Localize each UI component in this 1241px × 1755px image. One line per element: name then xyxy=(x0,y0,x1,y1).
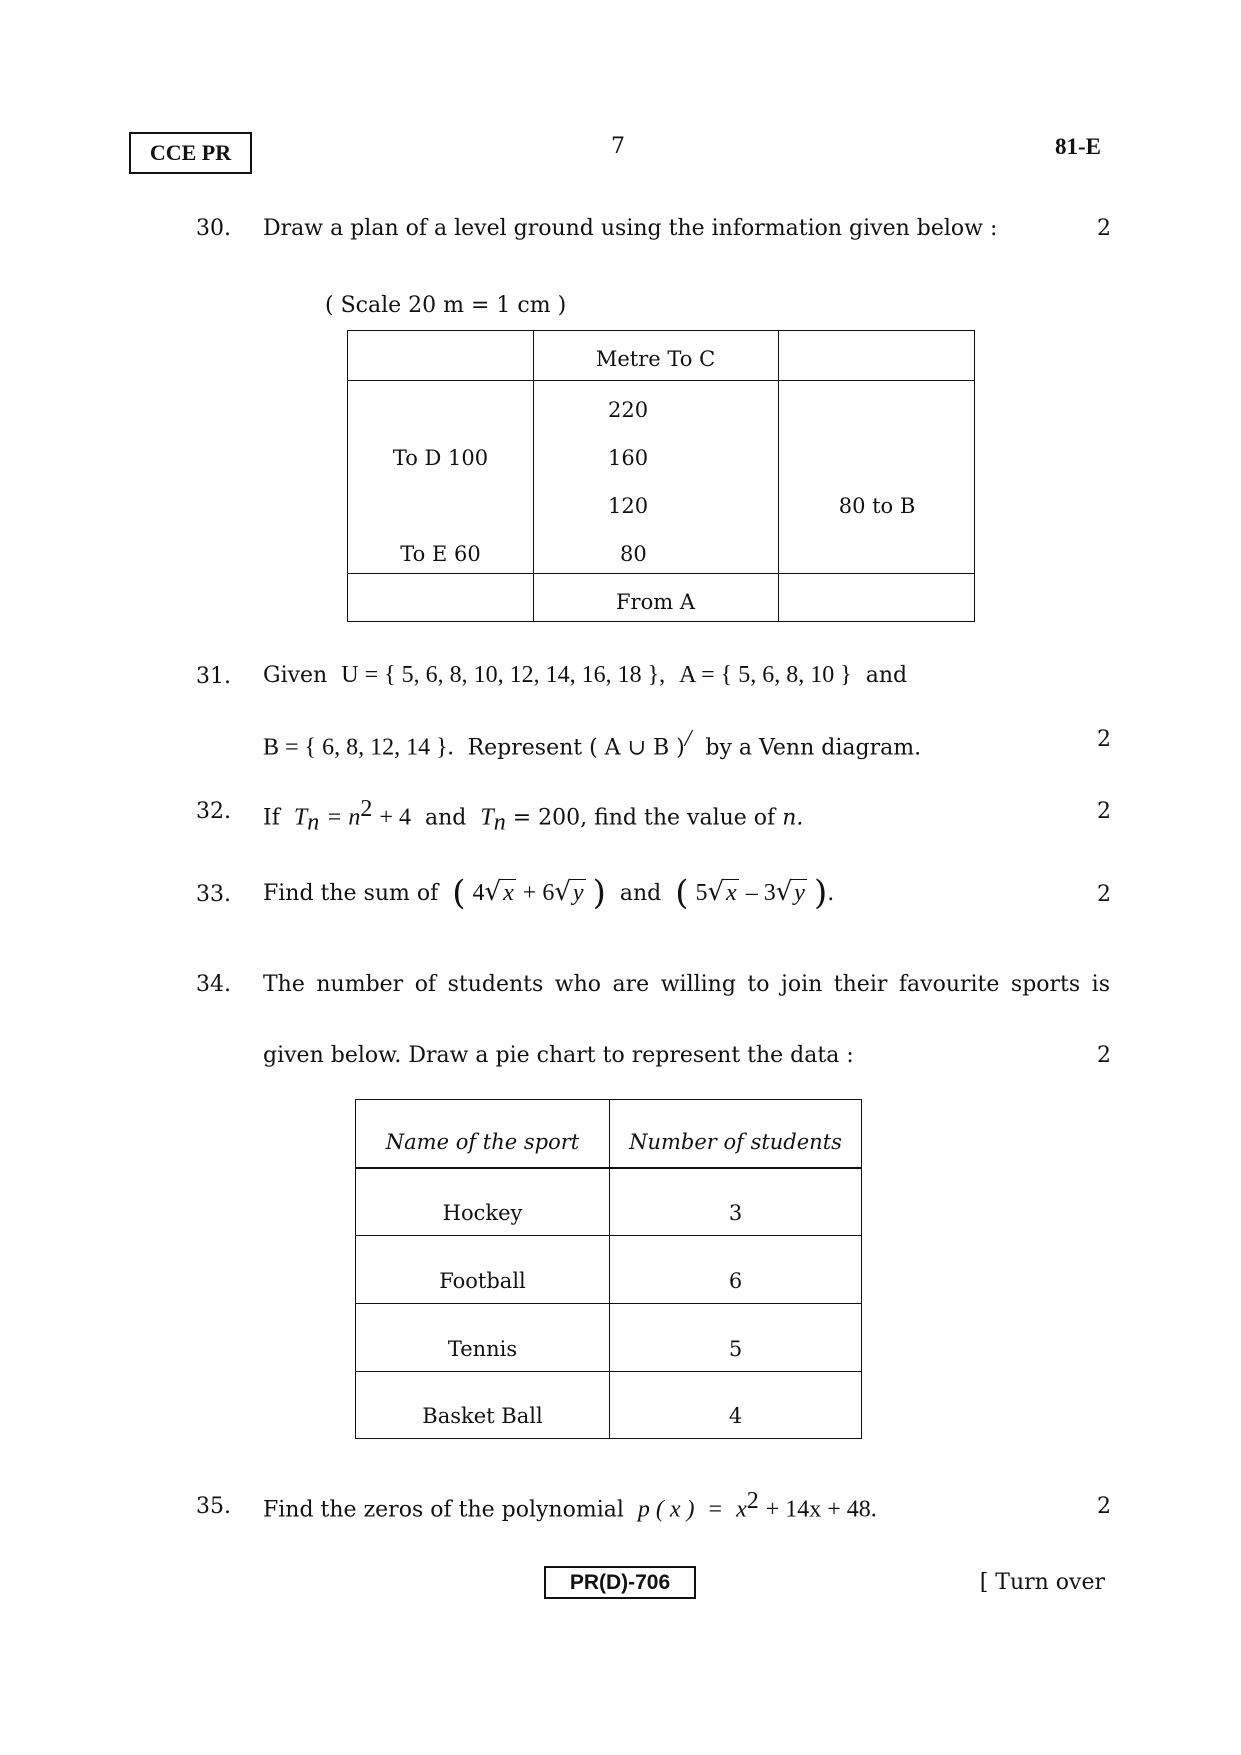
question-number-30: 30. xyxy=(196,216,231,241)
question-number-34: 34. xyxy=(196,972,231,997)
q33-t1-var1: x xyxy=(503,880,514,906)
q33-t1-coef: 4 xyxy=(472,880,485,906)
plan-left-entry: To D 100 xyxy=(392,446,489,470)
question-30-marks: 2 xyxy=(1097,216,1111,241)
q33-t1-op: + 6 xyxy=(522,880,555,906)
plan-top-middle: Metre To C xyxy=(595,347,716,371)
sports-table xyxy=(355,1099,862,1439)
q32-t: T xyxy=(293,804,308,831)
q33-t2-var1: x xyxy=(726,880,737,906)
sport-count: 5 xyxy=(610,1304,862,1372)
q31-u-set: U = { 5, 6, 8, 10, 12, 14, 16, 18 }, xyxy=(341,662,666,688)
plan-left-entry: To E 60 xyxy=(400,542,481,566)
q32-tail: = 200, find the value of xyxy=(512,805,776,831)
q33-t1-var2: y xyxy=(572,880,584,906)
plan-middle-entry: 160 xyxy=(608,446,649,470)
q35-square: 2 xyxy=(746,1488,759,1514)
plan-bottom-middle: From A xyxy=(615,590,695,614)
question-32-marks: 2 xyxy=(1097,799,1111,824)
question-number-31: 31. xyxy=(196,664,231,689)
q31-b-set: B = { 6, 8, 12, 14 }. xyxy=(263,734,454,761)
table-row xyxy=(356,1372,862,1439)
sport-name: Football xyxy=(356,1236,610,1304)
plan-table xyxy=(347,330,975,622)
q31-tail: by a Venn diagram. xyxy=(705,735,922,761)
question-number-35: 35. xyxy=(196,1494,231,1519)
q35-x: x xyxy=(736,1496,747,1523)
table-row xyxy=(356,1236,862,1304)
question-32-text xyxy=(263,796,803,837)
plan-right-entry: 80 to B xyxy=(838,494,916,518)
q35-px: p ( x ) xyxy=(637,1496,695,1523)
q32-square: 2 xyxy=(360,796,373,822)
q31-given: Given xyxy=(263,663,328,688)
table-row xyxy=(356,1168,862,1236)
sport-name: Tennis xyxy=(356,1304,610,1372)
sports-header-count: Number of students xyxy=(610,1100,862,1168)
question-35-text xyxy=(263,1488,877,1523)
plan-middle-entry: 220 xyxy=(608,398,649,422)
q32-n-sub: n xyxy=(307,809,320,836)
q33-t2-var2: y xyxy=(794,880,805,906)
q31-prime: / xyxy=(684,726,692,752)
plan-middle-entry: 80 xyxy=(620,542,647,566)
question-34-marks: 2 xyxy=(1097,1043,1111,1068)
sport-count: 3 xyxy=(610,1168,862,1236)
turn-over-label: [ Turn over xyxy=(979,1570,1105,1595)
question-30-scale: ( Scale 20 m = 1 cm ) xyxy=(325,293,567,318)
sports-header-sport: Name of the sport xyxy=(356,1100,610,1168)
q35-intro: Find the zeros of the polynomial xyxy=(263,1497,624,1523)
q32-if: If xyxy=(263,805,280,831)
question-34-line2: given below. Draw a pie chart to represent the data : xyxy=(263,1043,854,1068)
q32-t2: T xyxy=(480,804,494,831)
table-row xyxy=(356,1304,862,1372)
q32-eq: = n xyxy=(326,804,361,831)
q35-tail: + 14x + 48. xyxy=(765,1496,877,1523)
question-35-marks: 2 xyxy=(1097,1494,1111,1519)
q33-and: and xyxy=(619,881,662,906)
question-33-marks: 2 xyxy=(1097,882,1111,907)
sport-count: 4 xyxy=(610,1372,862,1439)
question-34-line1: The number of students who are willing to join their favourite sports is xyxy=(263,972,1110,997)
sport-name: Basket Ball xyxy=(356,1372,610,1439)
question-31-line1 xyxy=(263,662,907,689)
plan-middle-entry: 120 xyxy=(608,494,649,518)
question-31-line2 xyxy=(263,726,921,761)
q35-eq: = xyxy=(708,1496,723,1523)
question-31-marks: 2 xyxy=(1097,727,1111,752)
q32-and: and xyxy=(424,805,467,831)
question-33-text: Find the sum of ( 4√x + 6√y ) and ( 5√x – 3√y ). xyxy=(263,873,835,913)
q33-end: . xyxy=(827,881,835,906)
page-number: 7 xyxy=(611,134,625,159)
q31-and: and xyxy=(865,663,908,688)
sport-name: Hockey xyxy=(356,1168,610,1236)
q33-t2-coef: 5 xyxy=(695,880,708,906)
q33-intro: Find the sum of xyxy=(263,881,439,906)
q31-represent: Represent ( A ∪ B ) xyxy=(467,735,685,761)
q33-t2-op: – 3 xyxy=(745,880,776,906)
footer-code-box: PR(D)-706 xyxy=(544,1566,696,1599)
q32-plus4: + 4 xyxy=(379,804,411,831)
q32-n-sub2: n xyxy=(493,809,506,836)
header-left-box: CCE PR xyxy=(129,132,252,174)
q31-a-set: A = { 5, 6, 8, 10 } xyxy=(679,662,852,688)
question-number-32: 32. xyxy=(196,799,231,824)
sport-count: 6 xyxy=(610,1236,862,1304)
paper-code: 81-E xyxy=(1055,134,1101,159)
q32-var: n. xyxy=(782,805,804,831)
question-30-text: Draw a plan of a level ground using the information given below : xyxy=(263,216,998,241)
question-number-33: 33. xyxy=(196,882,231,907)
